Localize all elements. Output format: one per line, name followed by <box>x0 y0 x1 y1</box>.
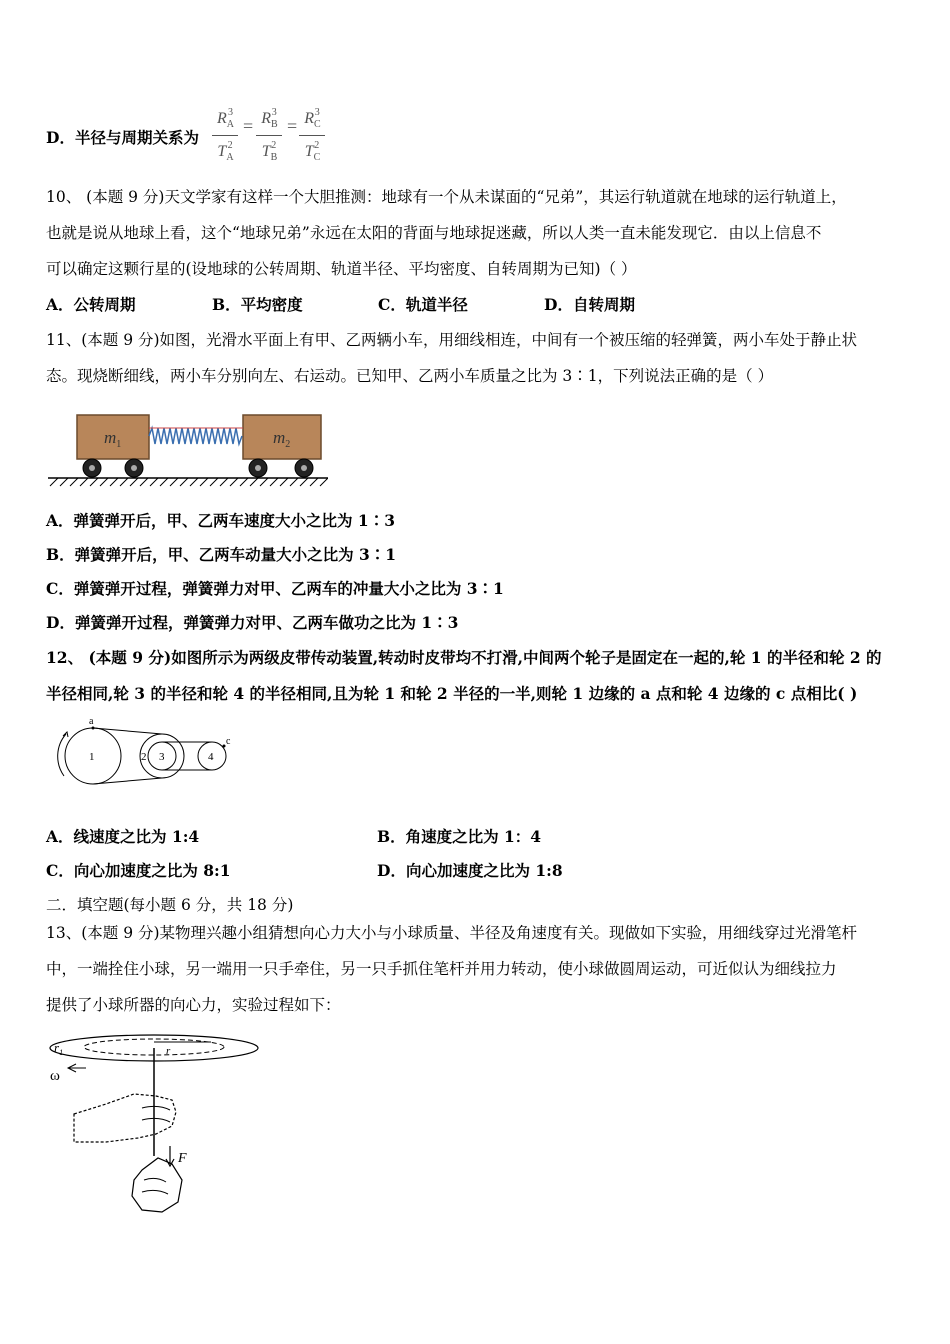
point-a-label: a <box>89 716 94 727</box>
q12-options-row-1 <box>46 826 541 848</box>
q12-figure-belts <box>50 712 240 788</box>
omega-label: ω <box>50 1068 60 1084</box>
q11-option-d[interactable]: D．弹簧弹开过程，弹簧弹力对甲、乙两车做功之比为 1∶3 <box>46 613 459 632</box>
wheel-1-label: 1 <box>89 751 95 763</box>
belt-1 <box>93 728 162 734</box>
q13-figure-hand-rotation <box>46 1030 262 1216</box>
section-2-title: 二．填空题(每小题 6 分，共 18 分) <box>46 896 294 914</box>
q12-option-c[interactable]: C．向心加速度之比为 8:1 <box>46 861 231 880</box>
q10-option-d[interactable]: D．自转周期 <box>544 295 635 314</box>
q12-option-b[interactable]: B．角速度之比为 1：4 <box>377 827 542 846</box>
svg-text:m2: $m_2$ <box>273 428 291 450</box>
radius-label: r <box>54 1040 60 1055</box>
wheel-4-label: 4 <box>208 751 214 763</box>
q12-option-a[interactable]: A．线速度之比为 1:4 <box>46 827 200 846</box>
q12-line-2: 半径相同,轮 3 的半径和轮 4 的半径相同,且为轮 1 和轮 2 半径的一半,则轮 1 边缘的 a 点和轮 4 边缘的 c 点相比( ) <box>46 684 858 703</box>
svg-text:m1: $m_1$ <box>104 428 122 450</box>
wheel-3-label: 3 <box>159 751 165 763</box>
q11-option-c[interactable]: C．弹簧弹开过程，弹簧弹力对甲、乙两车的冲量大小之比为 3∶1 <box>46 579 504 598</box>
exam-page: D．半径与周期关系为 $R_A^3$ $T_A^2$ = $R_B^3$ $T_B^2$ = $R_C^3$ $T_C^2$ 10、 (本题 9 分)天文学家有这样一个大胆推测：地球有一个从未谋面的“兄弟”，其运行轨道就在地球的运行轨道上， 也就是说从地球上看，这个“地球兄弟”永远在太阳的背面与地球捉迷藏，所以人类一直未能发现它．由以上信息不 可以确定这颗行星的(设地球的公转周期、轨道半径、平均密度、自转周期为已知)（ ） A．公转周期 B．平均密度 C．轨道半径 D．自转周期 11、(本题 9 分)如图，光滑水平面上有甲、乙两辆小车，用细线相连，中间有一个被压缩的轻弹簧，两小车处于静止状 态。现烧断细线，两小车分别向左、右运动。已知甲、乙两小车质量之比为 3∶1，下列说法正确的是（ ） $m_1$ $m_2$ A．弹簧弹开后，甲、乙两车速度大小之比为 1∶3 B．弹簧弹开后，甲、乙两车动量大小之比为 3∶1 C．弹簧弹开过程，弹簧弹力对甲、乙两车的冲量大小之比为 3∶1 D．弹簧弹开过程，弹簧弹力对甲、乙两车做功之比为 1∶3 12、 (本题 9 分)如图所示为两级皮带传动装置,转动时皮带均不打滑,中间两个轮子是固定在一起的,轮 1 的半径和轮 2 的 半径相同,轮 3 的半径和轮 4 的半径相同,且为轮 1 和轮 2 半径的一半,则轮 1 边缘的 a 点和轮 4 边缘的 c 点相比( ) a c 1 2 3 4 A．线速度之比为 1:4 B．角速度之比为 1：4 C．向心加速度之比为 8:1 D．向心加速度之比为 1:8 二．填空题(每小题 6 分，共 18 分) 13、(本题 9 分)某物理兴趣小组猜想向心力大小与小球质量、半径及角速度有关。现做如下实验，用细线穿过光滑笔杆 中，一端拴住小球，另一端用一只手牵住，另一只手抓住笔杆并用力转动，使小球做圆周运动，可近似认为细线拉力 提供了小球所器的向心力，实验过程如下： $r_1$ r ω F <box>0 0 950 1344</box>
lower-hand <box>132 1158 182 1212</box>
q10-option-b[interactable]: B．平均密度 <box>212 295 303 314</box>
q12-line-1: 12、 (本题 9 分)如图所示为两级皮带传动装置,转动时皮带均不打滑,中间两个轮子是固定在一起的,轮 1 的半径和轮 2 的 <box>46 648 882 667</box>
q10-line-2: 也就是说从地球上看，这个“地球兄弟”永远在太阳的背面与地球捉迷藏，所以人类一直未能发现它．由以上信息不 <box>46 224 822 242</box>
svg-text:r1: $r_1$ <box>54 1040 64 1057</box>
q11-figure-carts <box>46 410 328 494</box>
q11-line-1: 11、(本题 9 分)如图，光滑水平面上有甲、乙两辆小车，用细线相连，中间有一个被压缩的轻弹簧，两小车处于静止状 <box>46 331 858 349</box>
q11-line-2: 态。现烧断细线，两小车分别向左、右运动。已知甲、乙两小车质量之比为 3∶1，下列说法正确的是（ ） <box>46 367 774 385</box>
cart-1-label: m <box>104 428 117 447</box>
upper-hand <box>74 1094 176 1142</box>
q13-line-1: 13、(本题 9 分)某物理兴趣小组猜想向心力大小与小球质量、半径及角速度有关。现做如下实验，用细线穿过光滑笔杆 <box>46 924 858 942</box>
q13-line-3: 提供了小球所器的向心力，实验过程如下： <box>46 996 341 1014</box>
q13-line-2: 中，一端拴住小球，另一端用一只手牵住，另一只手抓住笔杆并用力转动，使小球做圆周运动，可近似认为细线拉力 <box>46 960 837 978</box>
cart-2-label: m <box>273 428 286 447</box>
wheel-2-label: 2 <box>141 751 147 763</box>
svg-text:r: r <box>166 1045 171 1057</box>
q10-line-1: 10、 (本题 9 分)天文学家有这样一个大胆推测：地球有一个从未谋面的“兄弟”，其运行轨道就在地球的运行轨道上， <box>46 188 847 206</box>
q11-option-a[interactable]: A．弹簧弹开后，甲、乙两车速度大小之比为 1∶3 <box>46 511 395 530</box>
q12-options-row-2 <box>46 860 563 882</box>
q11-option-b[interactable]: B．弹簧弹开后，甲、乙两车动量大小之比为 3∶1 <box>46 545 397 564</box>
point-c-label: c <box>226 736 231 747</box>
spring <box>149 428 242 444</box>
q9-option-d: D．半径与周期关系为 <box>46 128 199 147</box>
q10-option-a[interactable]: A．公转周期 <box>46 295 136 314</box>
q12-option-d[interactable]: D．向心加速度之比为 1:8 <box>377 861 563 880</box>
q10-options <box>46 294 635 316</box>
q10-line-3: 可以确定这颗行星的(设地球的公转周期、轨道半径、平均密度、自转周期为已知)（ ） <box>46 260 637 278</box>
q10-option-c[interactable]: C．轨道半径 <box>378 295 468 314</box>
force-label: F <box>178 1151 187 1166</box>
